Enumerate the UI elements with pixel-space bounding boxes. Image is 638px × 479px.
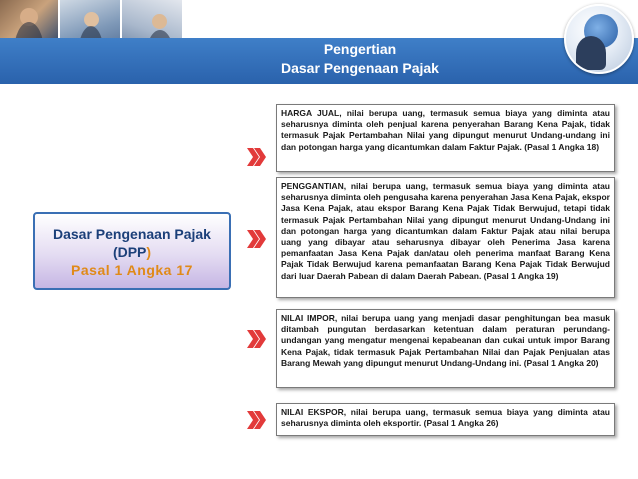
double-chevron-right-icon: [245, 146, 267, 168]
dpp-abbreviation: [35, 244, 229, 260]
dpp-abbreviation-text: (DPP: [112, 244, 147, 260]
dpp-abbreviation-paren: ): [146, 244, 152, 260]
dpp-box: [33, 212, 231, 290]
double-chevron-right-icon: [245, 228, 267, 250]
dpp-title: Dasar Pengenaan Pajak: [53, 226, 211, 242]
definition-penggantian: PENGGANTIAN, nilai berupa uang, termasuk semua biaya yang diminta atau seharusnya diminta oleh pengusaha karena penyerahan Jasa Kena Pajak, ekspor Jasa Kena Pajak, atau ekspor Barang Kena Pajak Tidak Berwujud, tetapi tidak termasuk Pajak Pertambahan Nilai yang dipungut menurut Undang-Undang ini dan potongan harga yang dicantumkan dalam Faktur Pajak atau nilai berupa uang yang dibayar atau seharusnya dibayar oleh Penerima Jasa karena pemanfaatan Jasa Kena Pajak dan/atau oleh penerima manfaat Barang Kena Pajak Tidak Berwujud karena pemanfaatan Barang Kena Pajak Tidak Berwujud dari luar Daerah Pabean di dalam Daerah Pabean. (Pasal 1 Angka 19): [276, 177, 615, 298]
dpp-legal-reference: Pasal 1 Angka 17: [71, 262, 193, 278]
definition-nilai-impor: NILAI IMPOR, nilai berupa uang yang menjadi dasar penghitungan bea masuk ditambah pungutan berdasarkan ketentuan dalam peraturan perundang-undangan yang mengatur mengenai kepabeanan dan cukai untuk impor Barang Kena Pajak, tidak termasuk Pajak Pertambahan Nilai dan Pajak Penjualan atas Barang Mewah yang dipungut menurut Undang-Undang ini. (Pasal 1 Angka 20): [276, 309, 615, 388]
definition-harga-jual: HARGA JUAL, nilai berupa uang, termasuk semua biaya yang diminta atau seharusnya diminta oleh penjual karena penyerahan Barang Kena Pajak, tidak termasuk Pajak Pertambahan Nilai yang dipungut menurut Undang-undang ini dan potongan harga yang dicantumkan dalam Faktur Pajak. (Pasal 1 Angka 18): [276, 104, 615, 172]
double-chevron-right-icon: [245, 409, 267, 431]
double-chevron-right-icon: [245, 328, 267, 350]
page-title: [240, 40, 480, 78]
definition-nilai-ekspor: NILAI EKSPOR, nilai berupa uang, termasuk semua biaya yang diminta atau seharusnya diminta oleh eksportir. (Pasal 1 Angka 26): [276, 403, 615, 436]
page-title-line2: Dasar Pengenaan Pajak: [281, 60, 439, 76]
page-title-line1: Pengertian: [323, 41, 397, 57]
business-globe-logo: [564, 4, 634, 74]
